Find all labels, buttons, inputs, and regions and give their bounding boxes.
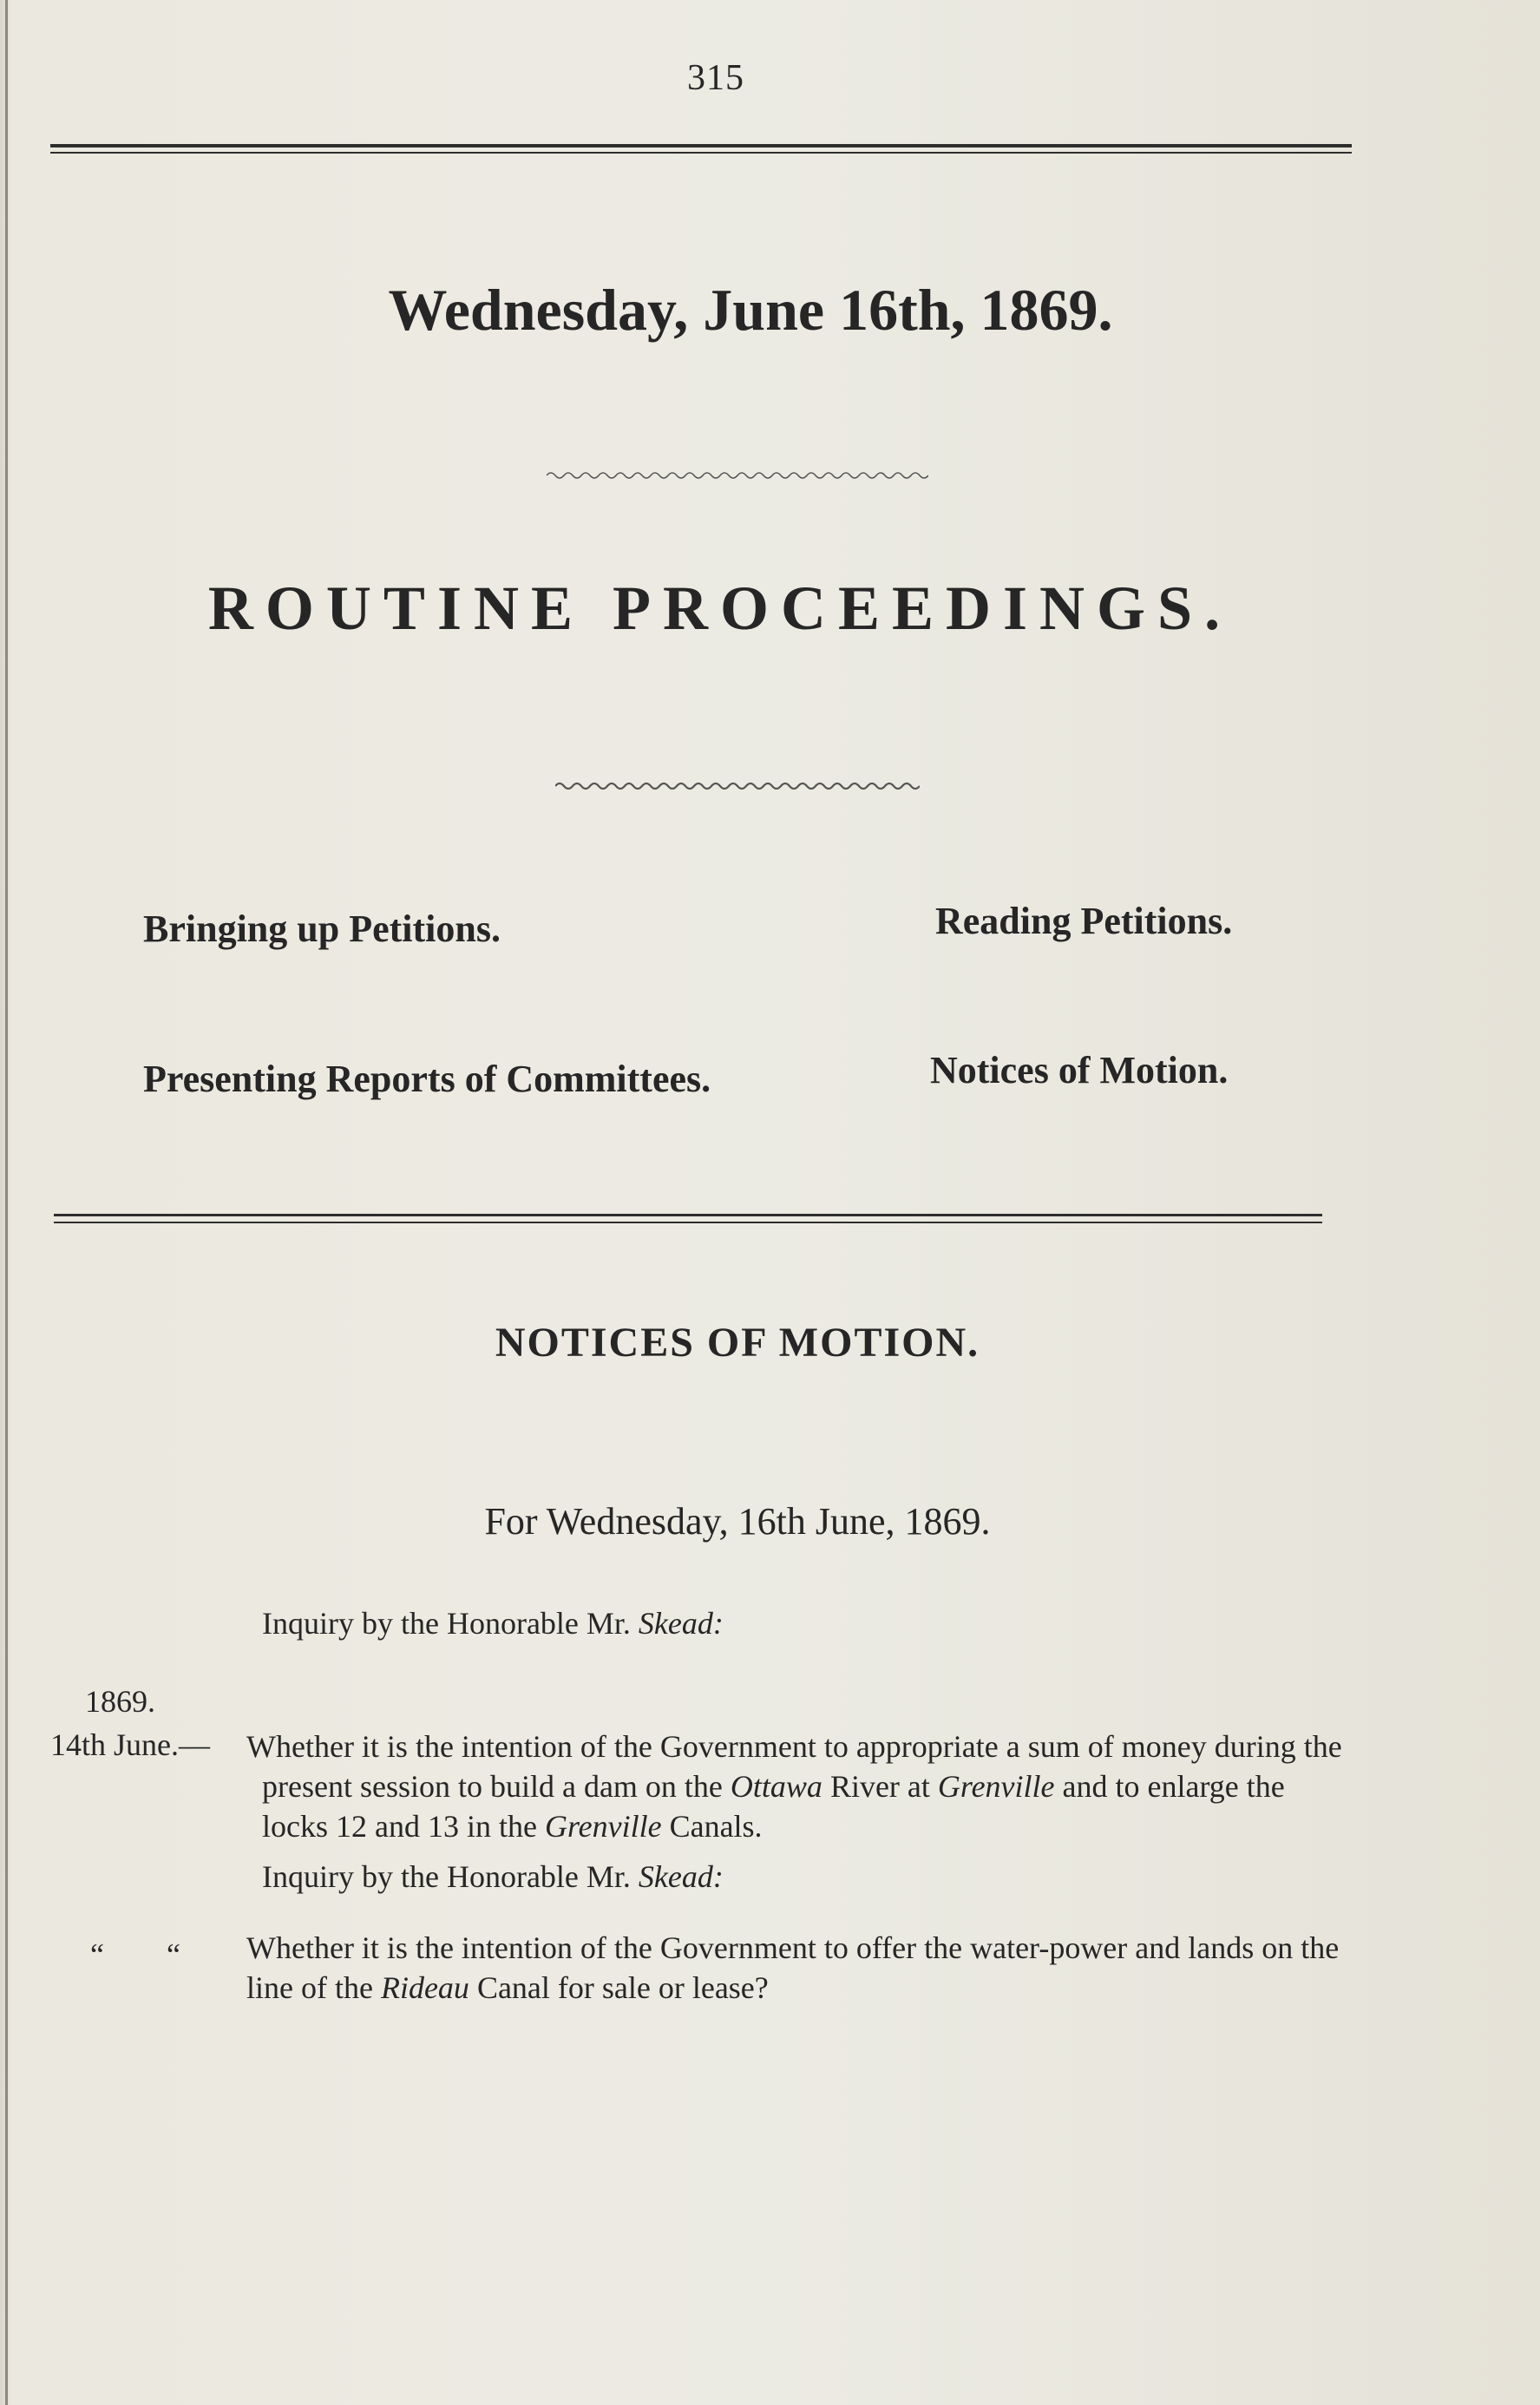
motion-text-1-part-d: Canals. (661, 1809, 763, 1844)
notices-of-motion-heading: NOTICES OF MOTION. (495, 1320, 980, 1366)
motion-text-1-ottawa: Ottawa (730, 1769, 822, 1804)
entry-ditto-marks: “ “ (90, 1937, 180, 1972)
routine-proceedings-heading: ROUTINE PROCEEDINGS. (207, 573, 1233, 643)
middle-rule-thick (54, 1214, 1322, 1216)
inquiry-line-1 (262, 1605, 724, 1642)
item-bringing-up-petitions: Bringing up Petitions. (143, 908, 501, 950)
motion-text-1-part-c: and to enlarge the locks 12 and 13 in the (262, 1769, 1285, 1844)
motion-text-2-rideau: Rideau (380, 1970, 469, 2005)
page-number: 315 (687, 58, 744, 98)
entry-year: 1869. (85, 1684, 155, 1719)
wavy-ornament-middle (555, 779, 920, 793)
motion-text-1 (246, 1727, 1347, 1846)
entry-dash: — (179, 1727, 210, 1762)
inquiry-member-name: Skead: (638, 1859, 724, 1894)
motion-text-1-part-b: River at (822, 1769, 938, 1804)
motion-text-1-grenville-2: Grenville (544, 1809, 662, 1844)
motion-text-1-part-a: Whether it is the intention of the Government to appropriate a sum of money during the present session to build a dam on the (246, 1729, 1342, 1804)
motion-text-2-part-a: Whether it is the intention of the Government to offer the water-power and lands on the line of the (246, 1930, 1340, 2005)
top-rule-thin (50, 152, 1352, 154)
item-reading-petitions: Reading Petitions. (935, 900, 1233, 942)
entry-date (50, 1727, 210, 1763)
top-rule-thick (50, 144, 1352, 147)
middle-rule-thin (54, 1222, 1322, 1223)
inquiry-prefix: Inquiry by the Honorable Mr. (262, 1606, 631, 1641)
item-presenting-reports: Presenting Reports of Committees. (143, 1058, 711, 1100)
inquiry-prefix: Inquiry by the Honorable Mr. (262, 1859, 631, 1894)
motion-text-2 (246, 1928, 1348, 2008)
motion-text-1-grenville: Grenville (937, 1769, 1055, 1804)
entry-date-label: 14th June. (50, 1727, 179, 1762)
item-notices-of-motion: Notices of Motion. (930, 1049, 1229, 1091)
page-edge (5, 0, 8, 2405)
wavy-ornament-top (547, 469, 928, 482)
inquiry-line-2 (262, 1858, 724, 1895)
motion-text-2-part-b: Canal for sale or lease? (469, 1970, 769, 2005)
inquiry-member-name: Skead: (638, 1606, 724, 1641)
date-heading: Wednesday, June 16th, 1869. (388, 277, 1113, 343)
notices-for-date: For Wednesday, 16th June, 1869. (484, 1500, 991, 1543)
